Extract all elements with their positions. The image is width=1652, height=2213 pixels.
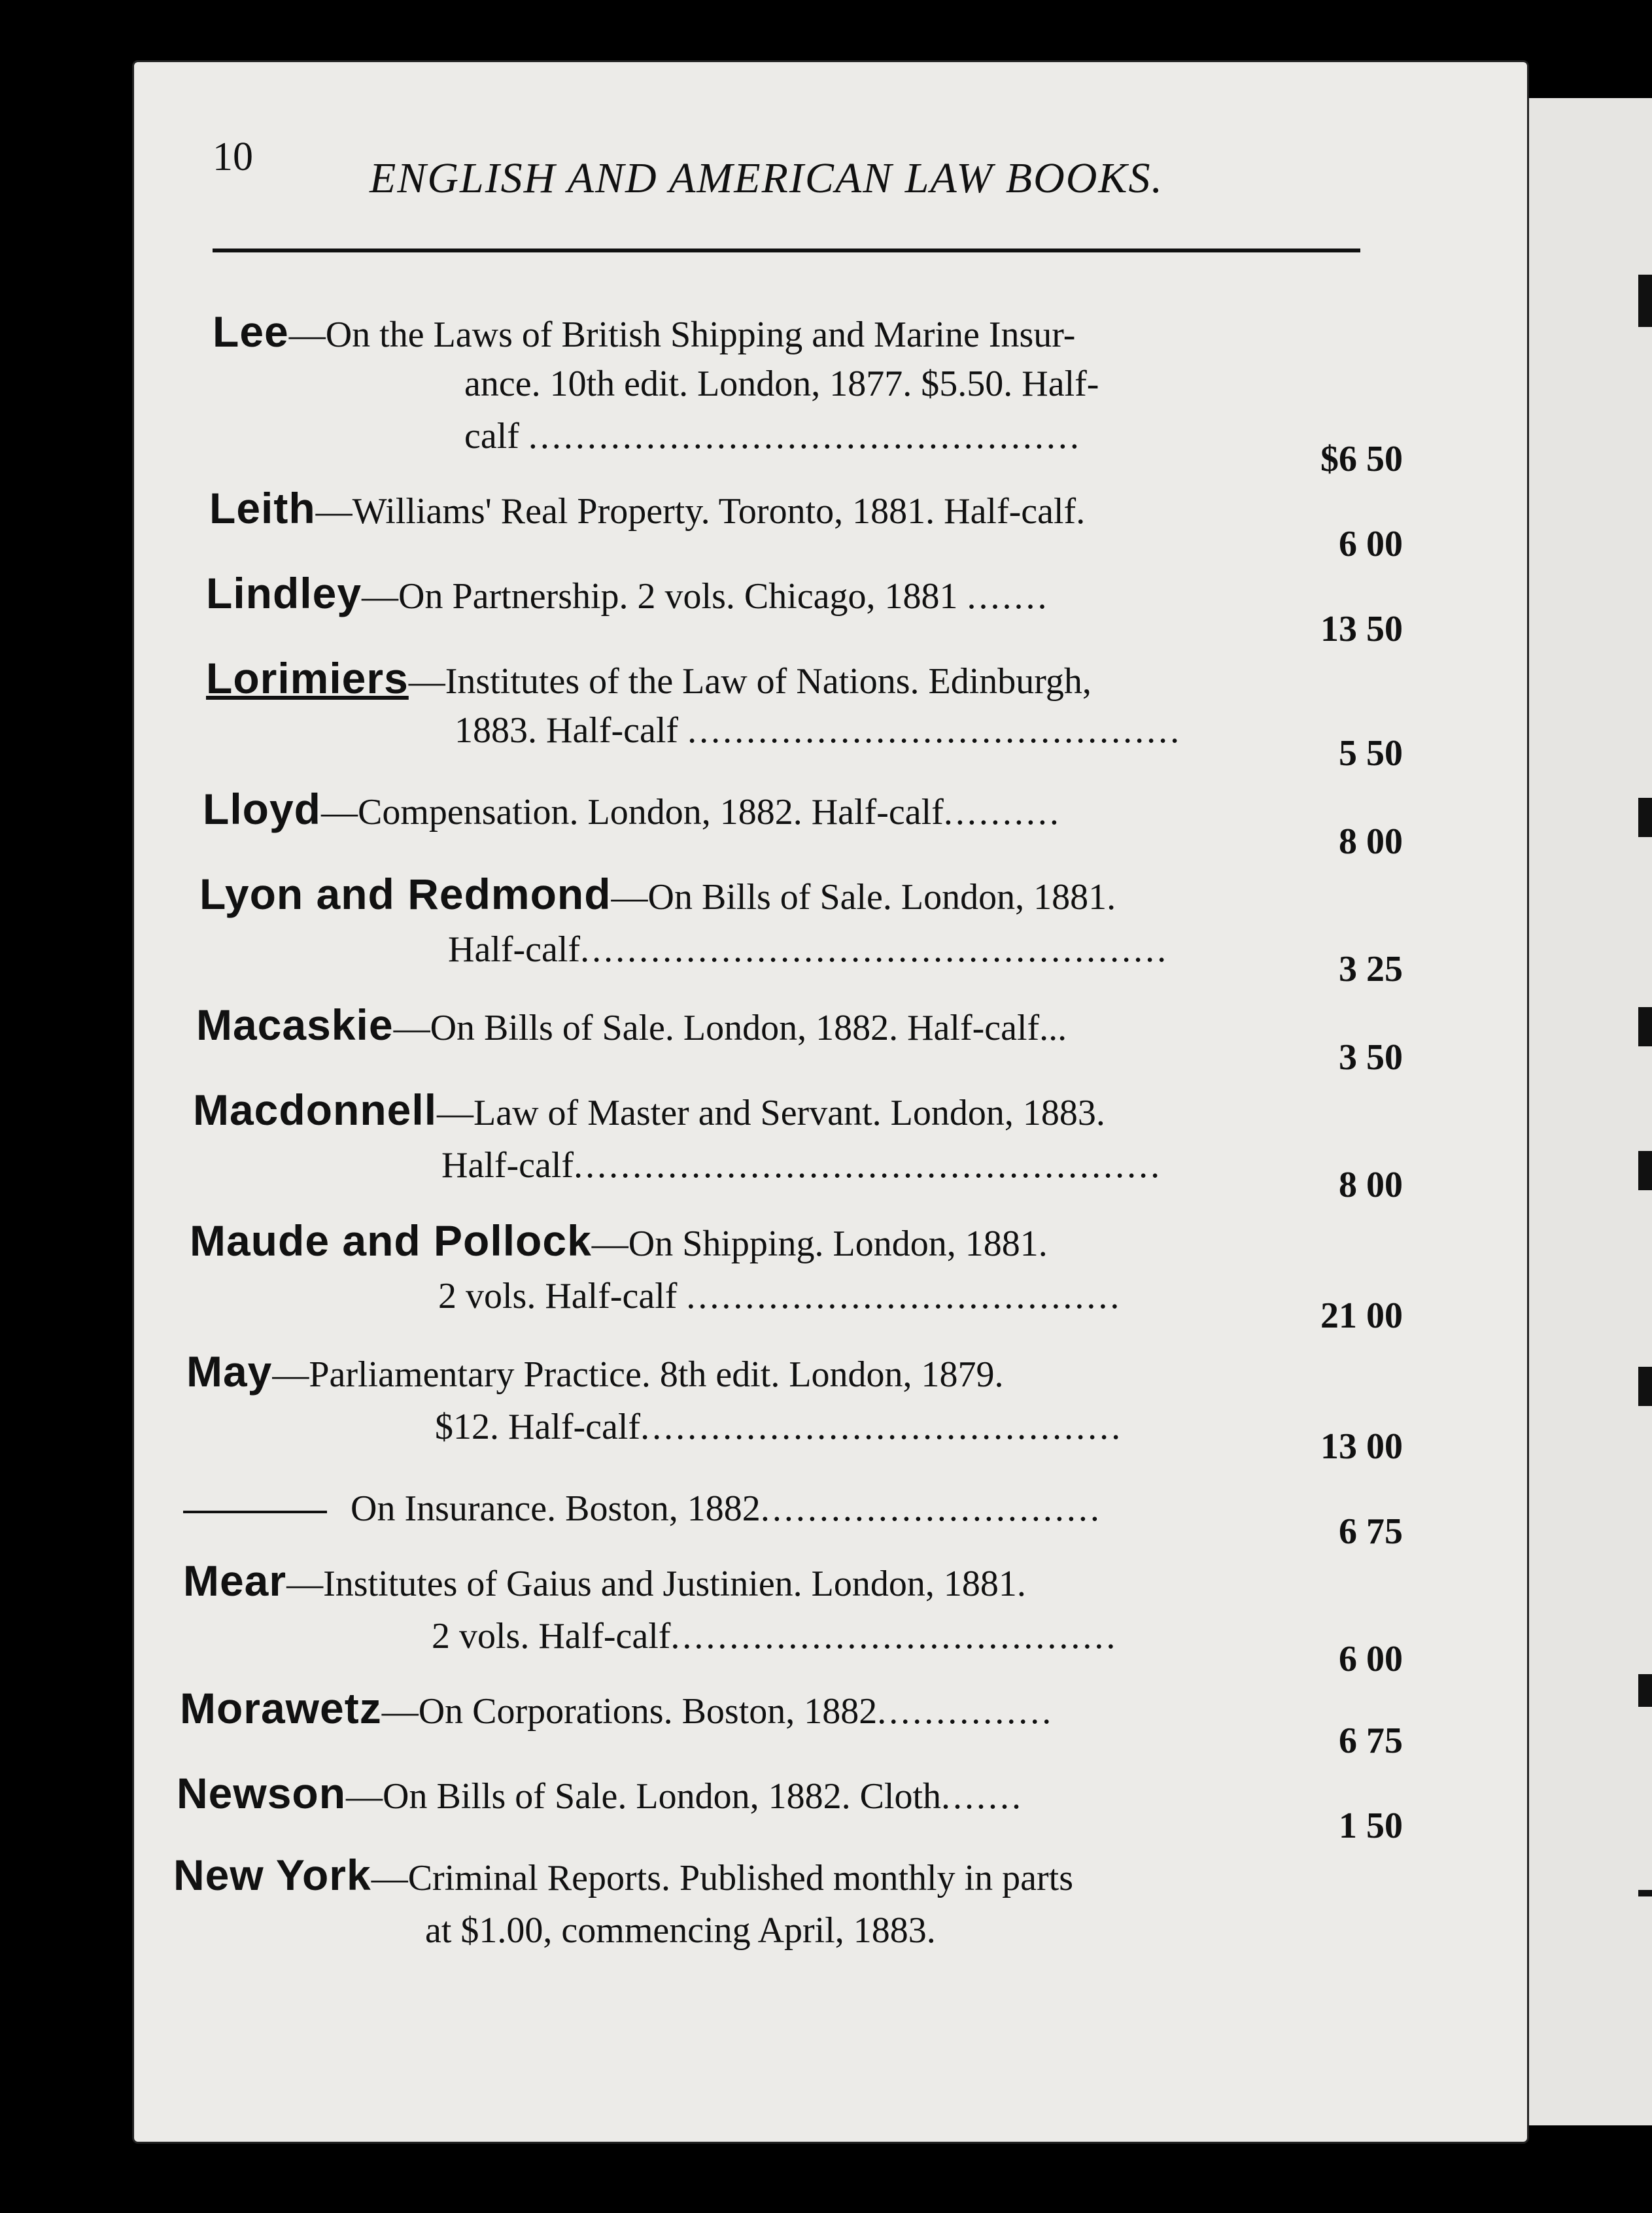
entry-text: ance. 10th edit. London, 1877. $5.50. Half- (464, 364, 1099, 404)
leader-dots: ............... (877, 1691, 1054, 1732)
entry-price: 6 75 (1339, 1721, 1403, 1761)
entry-text: —On the Laws of British Shipping and Marine Insur- (288, 315, 1076, 355)
leader-dots: ....... (941, 1776, 1024, 1817)
running-title: ENGLISH AND AMERICAN LAW BOOKS. (370, 154, 1163, 202)
entry-author: Leith (209, 484, 316, 532)
entry-price: 13 50 (1320, 609, 1403, 649)
entry-text: 2 vols. Half-calf (432, 1616, 671, 1656)
entry-text: calf (464, 416, 519, 456)
entry-text: 1883. Half-calf (455, 710, 679, 751)
entry-text: —Parliamentary Practice. 8th edit. London, 1879. (272, 1354, 1004, 1395)
entry-author: Lyon and Redmond (199, 870, 611, 918)
adjacent-page-mark (1638, 1367, 1652, 1406)
entry-text: 2 vols. Half-calf (438, 1276, 678, 1316)
entry-text: —On Partnership. 2 vols. Chicago, 1881 (362, 576, 958, 617)
entry-text: —Williams' Real Property. Toronto, 1881. Half-calf. (315, 491, 1086, 532)
entry-text: $12. Half-calf (435, 1407, 641, 1447)
entry-text: —On Shipping. London, 1881. (591, 1224, 1048, 1264)
catalog-page (134, 62, 1527, 2142)
entry-author: Lorimiers (206, 654, 409, 702)
entry-author: Lloyd (203, 785, 321, 833)
adjacent-page-edge (1524, 98, 1652, 2125)
entry-author: Macaskie (196, 1001, 394, 1049)
leader-dots: ...................................... (670, 1616, 1118, 1656)
leader-dots: ............................................... (528, 416, 1082, 456)
entry-price: 6 00 (1339, 524, 1403, 564)
leader-dots: .................................................. (574, 1145, 1163, 1186)
entry-text: —Institutes of the Law of Nations. Edinburgh, (408, 661, 1092, 702)
leader-dots: ............................. (760, 1488, 1102, 1529)
entry-author: Morawetz (180, 1684, 382, 1732)
leader-dots: ..................................... (686, 1276, 1122, 1316)
entry-text: —Law of Master and Servant. London, 1883. (437, 1093, 1105, 1133)
entry-text: —Institutes of Gaius and Justinien. London, 1881. (286, 1564, 1026, 1604)
entry-price: 5 50 (1339, 733, 1403, 774)
entry-text: Half-calf (441, 1145, 574, 1186)
adjacent-page-mark (1638, 798, 1652, 837)
entry-author: Mear (183, 1556, 287, 1605)
entry-text: —On Bills of Sale. London, 1881. (611, 877, 1116, 918)
entry-text: —Criminal Reports. Published monthly in parts (371, 1858, 1073, 1898)
entry-price: 21 00 (1320, 1295, 1403, 1336)
adjacent-page-mark (1638, 1007, 1652, 1046)
leader-dots: .......................................... (687, 710, 1182, 751)
adjacent-page-mark (1638, 1890, 1652, 1896)
ditto-dash (183, 1511, 327, 1513)
entry-price: 8 00 (1339, 821, 1403, 862)
entry-author: Maude and Pollock (190, 1216, 592, 1265)
entry-text: —Compensation. London, 1882. Half-calf (321, 792, 944, 832)
header-rule (213, 249, 1360, 252)
entry-text: —On Bills of Sale. London, 1882. Half-calf... (393, 1008, 1067, 1048)
entry-text: On Insurance. Boston, 1882 (351, 1488, 761, 1529)
leader-dots: .......... (943, 792, 1061, 832)
entry-text: —On Bills of Sale. London, 1882. Cloth (346, 1776, 942, 1817)
entry-author: May (186, 1347, 273, 1396)
adjacent-page-mark (1638, 1674, 1652, 1707)
entry-price: $6 50 (1320, 439, 1403, 479)
entry-price: 3 50 (1339, 1037, 1403, 1078)
entry-price: 1 50 (1339, 1806, 1403, 1846)
leader-dots: ......................................... (640, 1407, 1124, 1447)
entry-author: Lindley (206, 569, 362, 617)
entry-author: Newson (177, 1769, 347, 1817)
entry-text: —On Corporations. Boston, 1882 (381, 1691, 878, 1732)
page-number: 10 (213, 135, 253, 179)
entry-author: Lee (213, 307, 289, 356)
entry-text: at $1.00, commencing April, 1883. (425, 1910, 936, 1951)
entry-price: 8 00 (1339, 1165, 1403, 1205)
leader-dots: ....... (967, 576, 1050, 617)
entry-price: 3 25 (1339, 949, 1403, 989)
entry-price: 6 00 (1339, 1639, 1403, 1679)
entry-author: Macdonnell (193, 1086, 438, 1134)
adjacent-page-mark (1638, 275, 1652, 327)
entry-author: New York (173, 1851, 371, 1899)
entry-price: 6 75 (1339, 1511, 1403, 1552)
entry-price: 13 00 (1320, 1426, 1403, 1467)
leader-dots: .................................................. (580, 929, 1169, 970)
adjacent-page-mark (1638, 1151, 1652, 1190)
entry-text: Half-calf (448, 929, 581, 970)
